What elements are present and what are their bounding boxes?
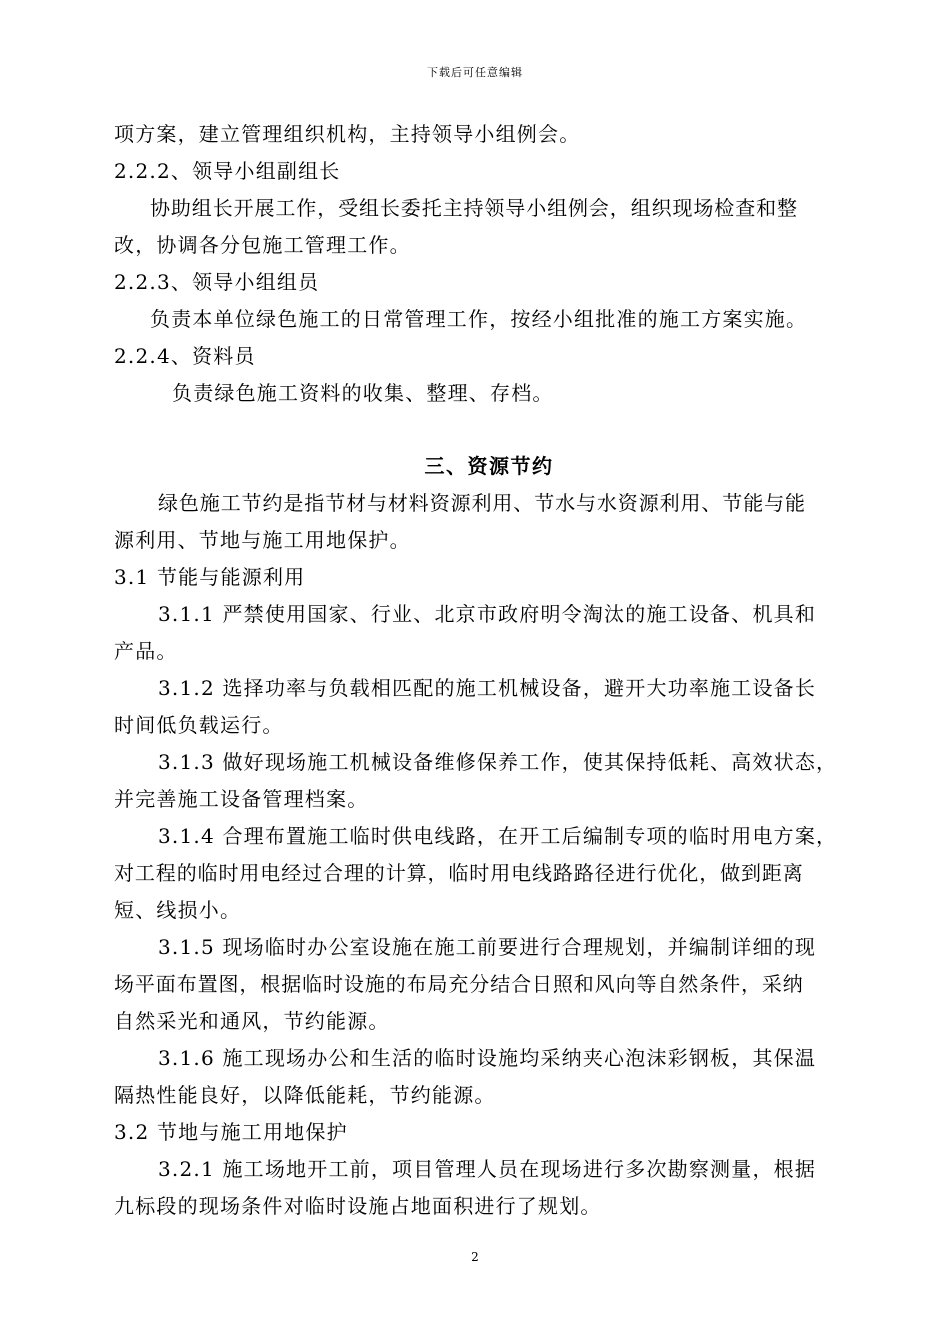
body-line: 场平面布置图，根据临时设施的布局充分结合日照和风向等自然条件，采纳 xyxy=(114,972,804,996)
body-line: 绿色施工节约是指节材与材料资源利用、节水与水资源利用、节能与能 xyxy=(158,491,806,515)
body-line: 源利用、节地与施工用地保护。 xyxy=(114,528,411,552)
body-line: 隔热性能良好，以降低能耗，节约能源。 xyxy=(114,1083,496,1107)
body-line: 并完善施工设备管理档案。 xyxy=(114,787,369,811)
body-line: 3.1.6 施工现场办公和生活的临时设施均采纳夹心泡沫彩钢板，其保温 xyxy=(158,1046,817,1070)
document-body xyxy=(114,116,864,1225)
section-heading-3-2: 3.2 节地与施工用地保护 xyxy=(114,1120,348,1144)
section-heading-3-1: 3.1 节能与能源利用 xyxy=(114,565,306,589)
section-heading-2-2-2: 2.2.2、领导小组副组长 xyxy=(114,159,341,183)
body-line: 负责绿色施工资料的收集、整理、存档。 xyxy=(172,381,554,405)
body-line: 3.2.1 施工场地开工前，项目管理人员在现场进行多次勘察测量，根据 xyxy=(158,1157,817,1181)
body-line: 产品。 xyxy=(114,639,178,663)
body-line: 自然采光和通风，节约能源。 xyxy=(114,1009,390,1033)
body-line: 3.1.2 选择功率与负载相匹配的施工机械设备，避开大功率施工设备长 xyxy=(158,676,817,700)
header-note: 下载后可任意编辑 xyxy=(427,66,523,79)
section-heading-2-2-4: 2.2.4、资料员 xyxy=(114,344,256,368)
body-line: 对工程的临时用电经过合理的计算，临时用电线路路径进行优化，做到距离 xyxy=(114,861,804,885)
chapter-title: 三、资源节约 xyxy=(424,454,554,478)
section-heading-2-2-3: 2.2.3、领导小组组员 xyxy=(114,270,320,294)
body-line: 3.1.4 合理布置施工临时供电线路，在开工后编制专项的临时用电方案， xyxy=(158,824,838,848)
body-line: 短、线损小。 xyxy=(114,898,242,922)
page-number: 2 xyxy=(471,1250,479,1264)
body-line: 3.1.3 做好现场施工机械设备维修保养工作，使其保持低耗、高效状态， xyxy=(158,750,838,774)
body-line: 3.1.5 现场临时办公室设施在施工前要进行合理规划，并编制详细的现 xyxy=(158,935,817,959)
body-line: 时间低负载运行。 xyxy=(114,713,284,737)
body-line: 负责本单位绿色施工的日常管理工作，按经小组批准的施工方案实施。 xyxy=(150,307,808,331)
body-line: 项方案，建立管理组织机构，主持领导小组例会。 xyxy=(114,122,581,146)
body-line: 协助组长开展工作，受组长委托主持领导小组例会，组织现场检查和整 xyxy=(150,196,798,220)
body-line: 改，协调各分包施工管理工作。 xyxy=(114,233,411,257)
body-line: 3.1.1 严禁使用国家、行业、北京市政府明令淘汰的施工设备、机具和 xyxy=(158,602,817,626)
body-line: 九标段的现场条件对临时设施占地面积进行了规划。 xyxy=(114,1194,602,1218)
